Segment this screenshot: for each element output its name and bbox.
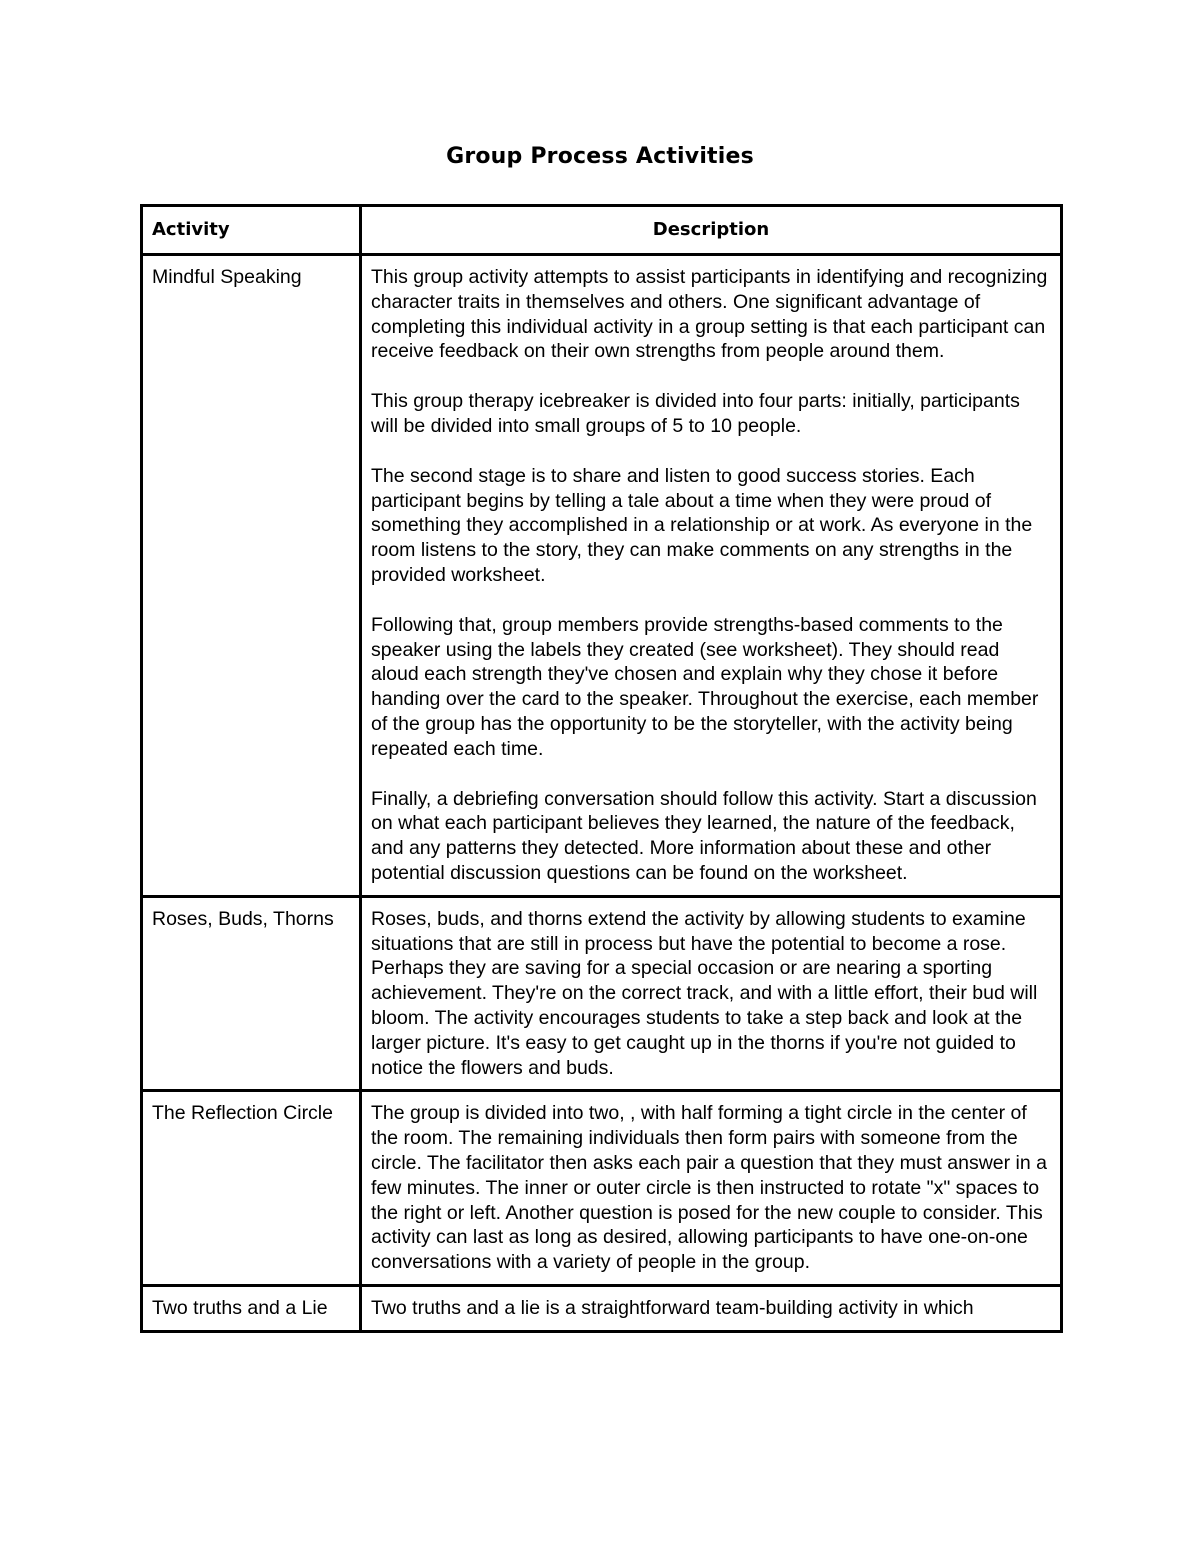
activity-cell: The Reflection Circle — [142, 1091, 361, 1286]
description-paragraph: This group activity attempts to assist participants in identifying and recognizing character traits in themselves and others. One significant advantage of completing this individual activity in a group setting is that each participant can receive feedback on their own strengths from people around them. — [371, 266, 1048, 363]
description-paragraph: Roses, buds, and thorns extend the activity by allowing students to examine situations that are still in process but have the potential to become a rose. Perhaps they are saving for a special occasion or are nearing a sporting achievement. They're on the correct track, and with a little effort, their bud will bloom. The activity encourages students to take a step back and look at the larger picture. It's easy to get caught up in the thorns if you're not guided to notice the flowers and buds. — [371, 907, 1038, 1079]
activity-cell: Roses, Buds, Thorns — [142, 896, 361, 1091]
table-row — [142, 1091, 1062, 1286]
description-cell — [361, 255, 1062, 897]
description-paragraph: Two truths and a lie is a straightforward team-building activity in which — [371, 1296, 974, 1319]
table-row — [142, 1285, 1062, 1331]
activity-cell: Two truths and a Lie — [142, 1285, 361, 1331]
activity-cell: Mindful Speaking — [142, 255, 361, 897]
description-paragraph: This group therapy icebreaker is divided into four parts: initially, participants will be divided into small groups of 5 to 10 people. — [371, 390, 1020, 437]
description-paragraph: The group is divided into two, , with half forming a tight circle in the center of the room. The remaining individuals then form pairs with someone from the circle. The facilitator then asks each pair a question that they must answer in a few minutes. The inner or outer circle is then instructed to rotate "x" spaces to the right or left. Another question is posed for the new couple to consider. This activity can last as long as desired, allowing participants to have one-on-one conversations with a variety of people in the group. — [371, 1102, 1047, 1274]
description-cell — [361, 896, 1062, 1091]
description-column-header: Description — [361, 206, 1062, 255]
activity-column-header: Activity — [142, 206, 361, 255]
description-cell — [361, 1091, 1062, 1286]
activities-table — [140, 204, 1063, 1333]
table-row — [142, 896, 1062, 1091]
description-paragraph: Finally, a debriefing conversation should follow this activity. Start a discussion on what each participant believes they learned, the nature of the feedback, and any patterns they detected. More information about these and other potential discussion questions can be found on the worksheet. — [371, 787, 1037, 884]
page-title: Group Process Activities — [446, 144, 754, 169]
description-paragraph: The second stage is to share and listen to good success stories. Each participant begins by telling a tale about a time when they were proud of something they accomplished in a relationship or at work. As everyone in the room listens to the story, they can make comments on any strengths in the provided worksheet. — [371, 464, 1033, 586]
description-paragraph: Following that, group members provide strengths-based comments to the speaker using the labels they created (see worksheet). They should read aloud each strength they've chosen and explain why they chose it before handing over the card to the speaker. Throughout the exercise, each member of the group has the opportunity to be the storyteller, with the activity being repeated each time. — [371, 613, 1039, 760]
description-cell — [361, 1285, 1062, 1331]
table-header-row — [142, 206, 1062, 255]
table-row — [142, 255, 1062, 897]
